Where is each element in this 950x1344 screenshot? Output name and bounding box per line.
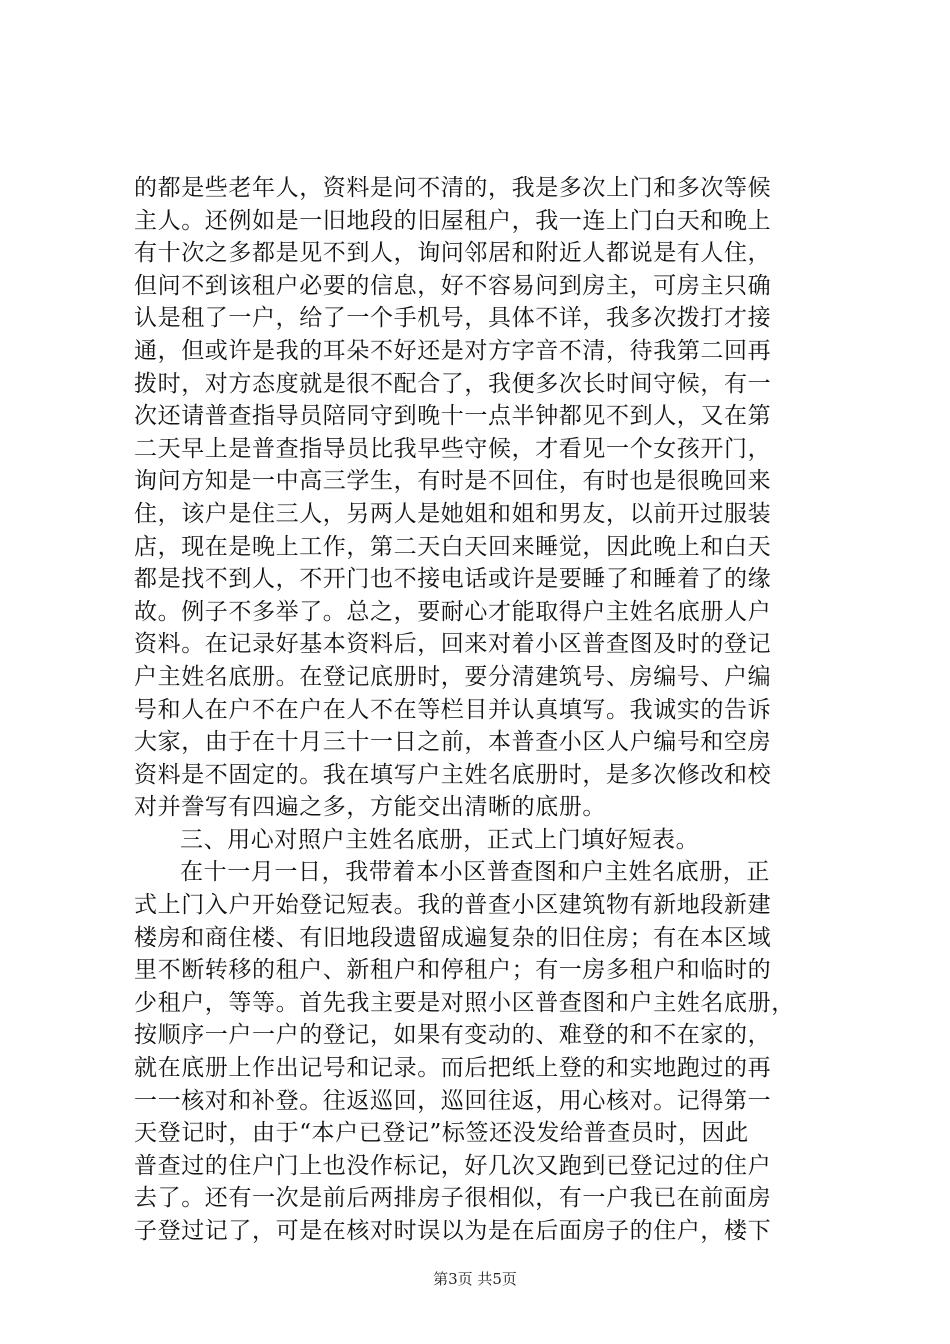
text-line: 拨时，对方态度就是很不配合了，我便多次长时间守候，有一 — [134, 370, 772, 397]
text-line: 户主姓名底册。在登记底册时，要分清建筑号、房编号、户编 — [134, 663, 772, 690]
text-line: 认是租了一户，给了一个手机号，具体不详，我多次拨打才接 — [134, 305, 772, 332]
text-line: 资料是不固定的。我在填写户主姓名底册时，是多次修改和校 — [134, 761, 772, 788]
document-body — [134, 172, 834, 1248]
text-line: 对并誊写有四遍之多，方能交出清晰的底册。 — [134, 794, 606, 821]
text-line: 但问不到该租户必要的信息，好不容易问到房主，可房主只确 — [134, 272, 772, 299]
text-line: 都是找不到人，不开门也不接电话或许是要睡了和睡着了的缘 — [134, 566, 772, 593]
page-number-footer: 第3页 共5页 — [433, 1270, 517, 1288]
text-line: 住，该户是住三人，另两人是她姐和姐和男友，以前开过服装 — [134, 500, 772, 527]
text-line: 楼房和商住楼、有旧地段遗留成遍复杂的旧住房；有在本区域 — [134, 924, 772, 951]
text-line: 有十次之多都是见不到人，询问邻居和附近人都说是有人住， — [134, 240, 772, 267]
text-line: 子登过记了，可是在核对时误以为是在后面房子的住户，楼下 — [134, 1218, 772, 1244]
text-line: 大家，由于在十月三十一日之前，本普查小区人户编号和空房 — [134, 729, 772, 756]
text-line: 按顺序一户一户的登记，如果有变动的、难登的和不在家的， — [134, 1022, 772, 1049]
text-line: 式上门入户开始登记短表。我的普查小区建筑物有新地段新建 — [134, 892, 772, 919]
text-line: 主人。还例如是一旧地段的旧屋租户，我一连上门白天和晚上 — [134, 207, 772, 234]
text-line: 一一核对和补登。往返巡回，巡回往返，用心核对。记得第一 — [134, 1087, 772, 1114]
text-line: 二天早上是普查指导员比我早些守候，才看见一个女孩开门， — [134, 435, 772, 462]
text-line: 去了。还有一次是前后两排房子很相似，有一户我已在前面房 — [134, 1185, 772, 1212]
paragraph-first-line: 在十一月一日，我带着本小区普查图和户主姓名底册，正 — [180, 859, 770, 886]
text-line: 的都是些老年人，资料是问不清的，我是多次上门和多次等候 — [134, 175, 772, 201]
text-line: 通，但或许是我的耳朵不好还是对方字音不清，待我第二回再 — [134, 337, 772, 364]
text-line: 号和人在户不在户在人不在等栏目并认真填写。我诚实的告诉 — [134, 696, 772, 723]
section-heading: 三、用心对照户主姓名底册，正式上门填好短表。 — [180, 826, 700, 853]
text-line: 故。例子不多举了。总之，要耐心才能取得户主姓名底册人户 — [134, 598, 772, 625]
text-line: 少租户，等等。首先我主要是对照小区普查图和户主姓名底册， — [134, 989, 795, 1016]
text-line: 天登记时，由于“本户已登记”标签还没发给普查员时，因此 — [134, 1120, 749, 1147]
text-line: 次还请普查指导员陪同守到晚十一点半钟都见不到人，又在第 — [134, 403, 772, 430]
text-line: 里不断转移的租户、新租户和停租户；有一房多租户和临时的 — [134, 957, 772, 984]
text-line: 普查过的住户门上也没作标记，好几次又跑到已登记过的住户 — [134, 1152, 772, 1179]
text-line: 就在底册上作出记号和记录。而后把纸上登的和实地跑过的再 — [134, 1055, 772, 1082]
text-line: 询问方知是一中高三学生，有时是不回住，有时也是很晚回来 — [134, 468, 772, 495]
text-line: 店，现在是晚上工作，第二天白天回来睡觉，因此晚上和白天 — [134, 533, 772, 560]
text-line: 资料。在记录好基本资料后，回来对着小区普查图及时的登记 — [134, 631, 772, 658]
